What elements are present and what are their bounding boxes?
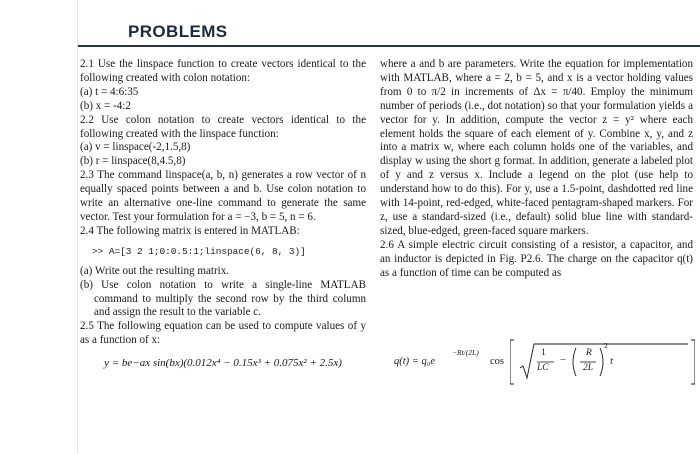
eq26-lhs: q(t) = q₀e: [394, 356, 436, 367]
sqrt-bracket-symbol: [510, 338, 695, 386]
problem-2-5: 2.5 The following equation can be used to compute values of y as a function of x:: [80, 320, 366, 347]
equation-2-5: y = be−ax sin(bx)(0.012x⁴ − 0.15x³ + 0.075x² + 2.5x): [104, 357, 342, 370]
problem-2-2: 2.2 Use colon notation to create vectors identical to the following created with the linspace function:: [80, 113, 366, 140]
eq26-cos: cos: [490, 356, 504, 367]
eq26-minus: −: [560, 355, 566, 366]
problem-2-4: 2.4 The following matrix is entered in MATLAB:: [80, 224, 300, 237]
eq26-one: 1: [541, 348, 546, 358]
eq26-exponent: −Rt/(2L): [452, 348, 479, 357]
problem-2-2-b: (b) r = linspace(8,4.5,8): [80, 155, 186, 168]
right-column: [380, 58, 693, 281]
eq26-r: R: [586, 348, 592, 358]
problem-2-4-b: (b) Use colon notation to write a single-line MATLAB command to multiply the second row by the third column and assign the result to the variable c.: [80, 278, 366, 319]
eq26-t: t: [610, 356, 613, 367]
problem-2-1-b: (b) x = -4:2: [80, 99, 131, 112]
matlab-command: >> A=[3 2 1;0:0.5:1;linspace(6, 8, 3)]: [92, 245, 306, 257]
problem-2-2-a: (a) v = linspace(-2,1.5,8): [80, 141, 191, 154]
problem-2-1-a: (a) t = 4:6:35: [80, 85, 139, 98]
section-header: PROBLEMS: [128, 22, 228, 41]
problem-2-4-a: (a) Write out the resulting matrix.: [80, 264, 230, 277]
problem-2-6: 2.6 A simple electric circuit consisting of a resistor, a capacitor, and an inductor is depicted in Fig. P2.6. The charge on the capacitor q(t) as a function of time can be computed as: [380, 238, 693, 279]
eq26-squared: 2: [604, 341, 608, 350]
problem-2-1: 2.1 Use the linspace function to create vectors identical to the following created with colon notation:: [80, 58, 366, 84]
header-rule: [78, 45, 700, 47]
problem-2-5-continued: where a and b are parameters. Write the equation for implementation with MATLAB, where a = 2, b = 5, and x is a vector holding values from 0 to π/2 in increments of Δx = π/40. Employ the minimum number of periods (i.e., dot notation) so that your formulation yields a vector for y. In addition, compute the vector z = y² where each element holds the square of each element of y. Combine x, y, and z into a matrix w, where each column holds one of the variables, and display w using the short g format. In addition, generate a labeled plot of y and z versus x. Include a legend on the plot (use help to understand how to do this). For y, use a 1.5-point, dashdotted red line with 14-point, red-edged, white-faced pentagram-shaped markers. For z, use a standard-sized (i.e., default) solid blue line with standard-sized, blue-edged, green-faced square markers.: [380, 58, 693, 237]
eq26-lc: LC: [537, 363, 549, 373]
equation-2-6: [394, 338, 694, 386]
problem-2-3: 2.3 The command linspace(a, b, n) generates a row vector of n equally spaced points between a and b. Use colon notation to write an alternative one-line command to generate the same vector. Test your formulation for a = −3, b = 5, n = 6.: [80, 169, 366, 223]
page-edge-shadow: [77, 0, 78, 454]
eq26-2l: 2L: [583, 363, 594, 373]
left-column: [80, 58, 366, 371]
